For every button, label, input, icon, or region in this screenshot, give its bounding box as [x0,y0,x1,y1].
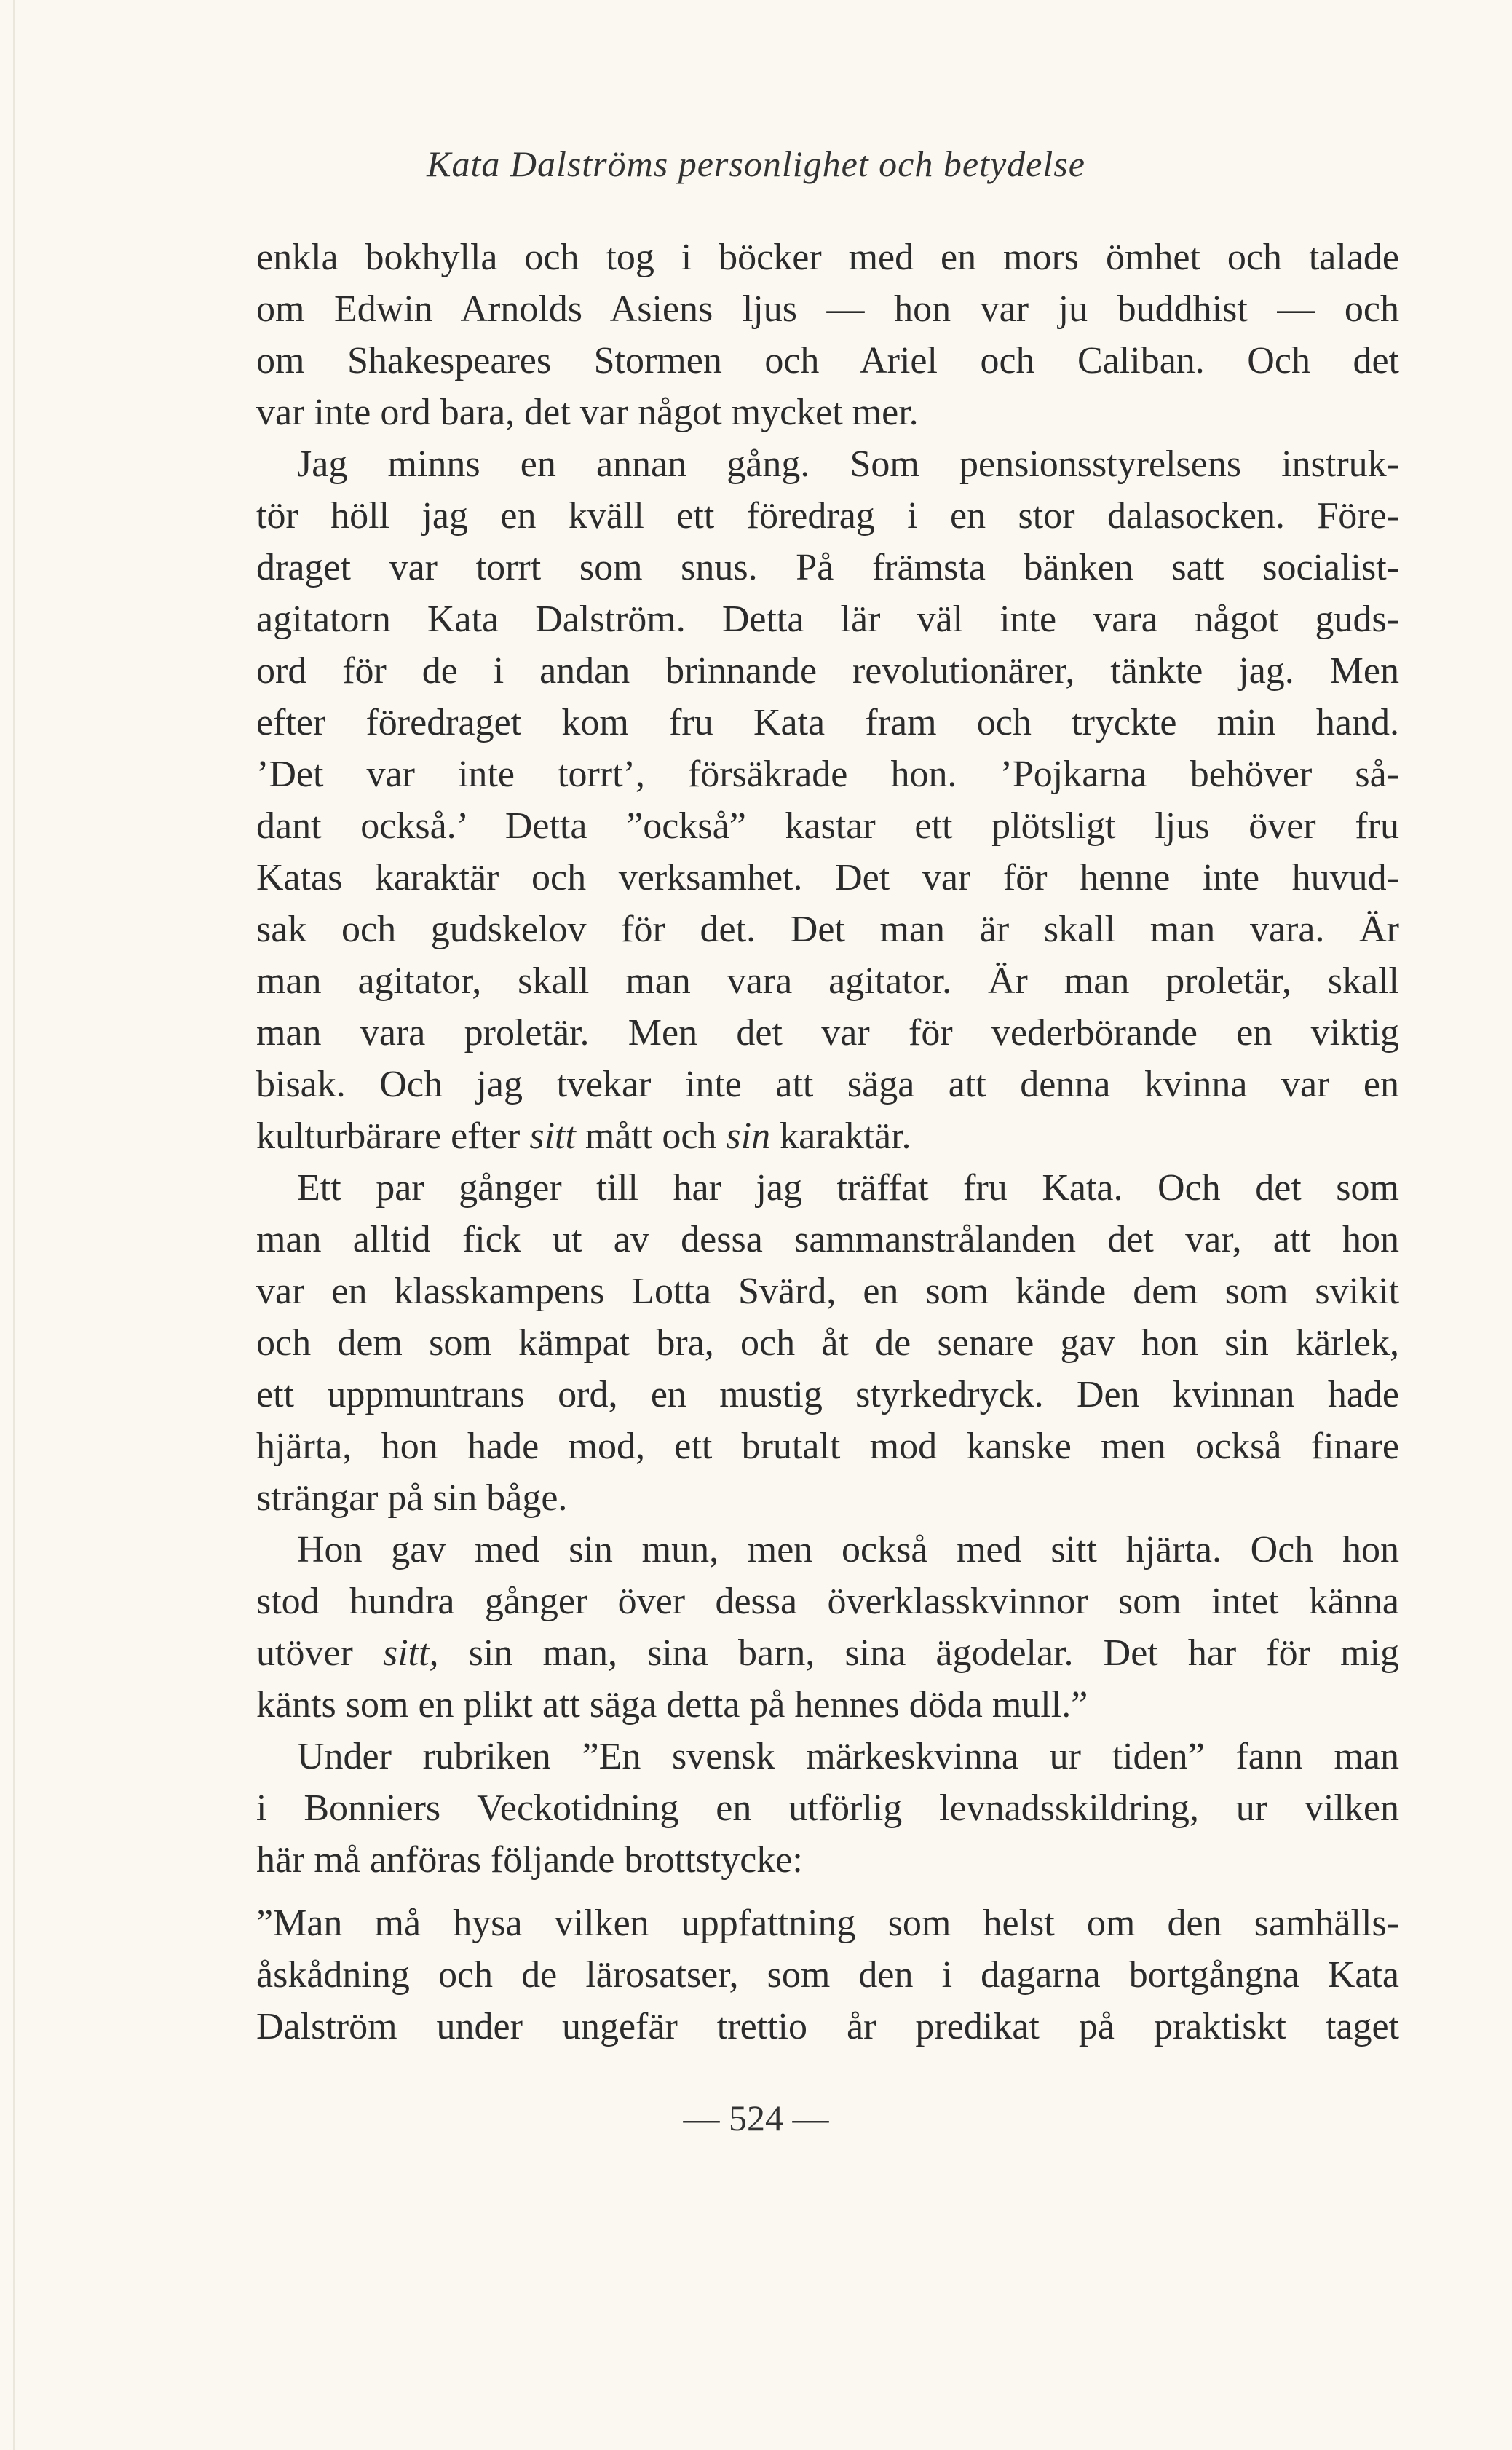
text-line: stod hundra gånger över dessa överklasskvinnor som intet känna [256,1581,1399,1622]
text-line: dant också.’ Detta ”också” kastar ett plötsligt ljus över fru [256,805,1399,847]
text-line: agitatorn Kata Dalström. Detta lär väl inte vara något guds- [256,598,1399,640]
text-line: man vara proletär. Men det var för vederbörande en viktig [256,1012,1399,1054]
text-run: mått och [575,1115,727,1157]
text-line: Jag minns en annan gång. Som pensionsstyrelsens instruk- [297,443,1399,485]
text-run: kulturbärare efter [256,1115,530,1157]
text-line: ord för de i andan brinnande revolutionärer, tänkte jag. Men [256,650,1399,692]
text-run: karaktär. [770,1115,911,1157]
text-line: känts som en plikt att säga detta på hennes döda mull.” [256,1684,1088,1726]
text-line: åskådning och de lärosatser, som den i dagarna bortgångna Kata [256,1954,1399,1996]
text-line: Hon gav med sin mun, men också med sitt hjärta. Och hon [297,1529,1399,1570]
text-line: bisak. Och jag tvekar inte att säga att denna kvinna var en [256,1064,1399,1105]
text-line: om Edwin Arnolds Asiens ljus — hon var ju buddhist — och [256,288,1399,330]
text-line: Ett par gånger till har jag träffat fru Kata. Och det som [297,1167,1399,1209]
text-line [256,1110,1399,1162]
italic-word: sitt, [382,1632,439,1674]
italic-word: sitt [529,1115,576,1157]
text-line: draget var torrt som snus. På främsta bänken satt socialist- [256,547,1399,588]
body-text [256,232,1399,2052]
text-line: om Shakespeares Stormen och Ariel och Caliban. Och det [256,340,1399,382]
text-line: ett uppmuntrans ord, en mustig styrkedryck. Den kvinnan hade [256,1374,1399,1415]
text-line: man agitator, skall man vara agitator. Är man proletär, skall [256,960,1399,1002]
text-line: man alltid fick ut av dessa sammanstrålanden det var, att hon [256,1219,1399,1260]
text-line: och dem som kämpat bra, och åt de senare gav hon sin kärlek, [256,1322,1399,1364]
text-line: var en klasskampens Lotta Svärd, en som kände dem som svikit [256,1271,1399,1312]
text-line: i Bonniers Veckotidning en utförlig levnadsskildring, ur vilken [256,1787,1399,1829]
page-edge [13,0,15,2450]
text-line: strängar på sin båge. [256,1477,568,1519]
text-run: utöver [256,1632,383,1674]
text-line: tör höll jag en kväll ett föredrag i en stor dalasocken. Före- [256,495,1399,537]
text-line: efter föredraget kom fru Kata fram och tryckte min hand. [256,702,1399,743]
running-header: Kata Dalströms personlighet och betydelse [427,143,1085,184]
text-line: ’Det var inte torrt’, försäkrade hon. ’Pojkarna behöver så- [256,754,1399,795]
text-line: ”Man må hysa vilken uppfattning som helst om den samhälls- [256,1902,1399,1944]
text-line: sak och gudskelov för det. Det man är skall man vara. Är [256,909,1399,950]
text-line: hjärta, hon hade mod, ett brutalt mod kanske men också finare [256,1426,1399,1467]
text-line: här må anföras följande brottstycke: [256,1839,803,1881]
text-line: Dalström under ungefär trettio år predikat på praktiskt taget [256,2006,1399,2047]
text-run: sin man, sina barn, sina ägodelar. Det har för mig [438,1632,1399,1674]
text-line: Under rubriken ”En svensk märkeskvinna ur tiden” fann man [297,1736,1399,1777]
text-line [256,1627,1399,1679]
text-line: var inte ord bara, det var något mycket mer. [256,392,919,433]
text-line: Katas karaktär och verksamhet. Det var för henne inte huvud- [256,857,1399,898]
page-number: — 524 — [683,2098,829,2138]
text-line: enkla bokhylla och tog i böcker med en mors ömhet och talade [256,237,1399,278]
italic-word: sin [726,1115,771,1157]
